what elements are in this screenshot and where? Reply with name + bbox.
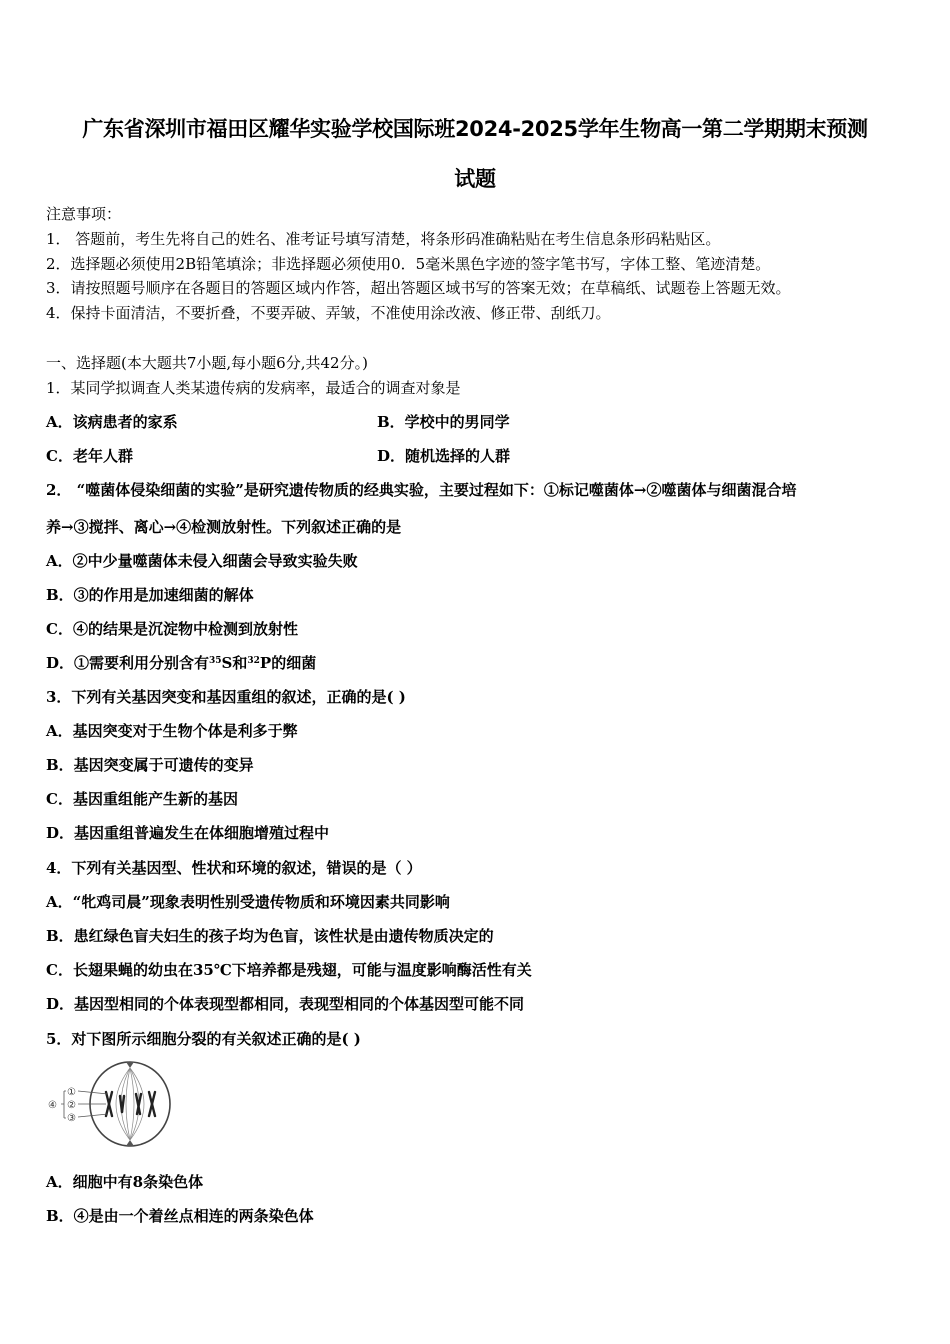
section-heading: 一、选择题(本大题共7小题,每小题6分,共42分。) [46, 354, 368, 372]
question-5-option-a: A．细胞中有8条染色体 [46, 1173, 204, 1191]
question-3-option-b: B．基因突变属于可遗传的变异 [46, 756, 254, 774]
notice-item-4: 4．保持卡面清洁，不要折叠，不要弄破、弄皱，不准使用涂改液、修正带、刮纸刀。 [46, 304, 611, 322]
question-2-option-d [46, 652, 316, 673]
exam-title-line1: 广东省深圳市福田区耀华实验学校国际班2024-2025学年生物高一第二学期期末预测 [82, 117, 868, 141]
question-1-option-c: C．老年人群 [46, 447, 133, 465]
question-3-stem: 3．下列有关基因突变和基因重组的叙述，正确的是( ) [46, 688, 406, 706]
question-1-option-d: D．随机选择的人群 [377, 447, 511, 465]
question-3-option-a: A．基因突变对于生物个体是利多于弊 [46, 722, 298, 740]
sulfur-mass-number: 35 [209, 656, 222, 666]
question-4-option-d: D．基因型相同的个体表现型都相同，表现型相同的个体基因型可能不同 [46, 995, 525, 1013]
centriole-top [126, 1062, 134, 1068]
notice-item-2: 2．选择题必须使用2B铅笔填涂；非选择题必须使用0．5毫米黑色字迹的签字笔书写，字体工整、笔迹清楚。 [46, 255, 771, 273]
label-3: ③ [67, 1113, 76, 1124]
question-2-option-a: A．②中少量噬菌体未侵入细菌会导致实验失败 [46, 552, 358, 570]
question-2-option-c: C．④的结果是沉淀物中检测到放射性 [46, 620, 298, 638]
exam-title-line2: 试题 [454, 167, 496, 191]
label-4: ④ [48, 1100, 57, 1111]
question-1-option-b: B．学校中的男同学 [377, 413, 510, 431]
question-4-option-c: C．长翅果蝇的幼虫在35℃下培养都是残翅，可能与温度影响酶活性有关 [46, 961, 532, 979]
option-d-text-pre: D．①需要利用分别含有 [46, 654, 210, 672]
phosphorus-mass-number: 32 [247, 656, 260, 666]
label-1: ① [67, 1087, 76, 1098]
question-3-option-c: C．基因重组能产生新的基因 [46, 790, 238, 808]
notice-heading: 注意事项： [46, 205, 122, 223]
question-4-stem: 4．下列有关基因型、性状和环境的叙述，错误的是（ ） [46, 859, 422, 877]
label-2: ② [67, 1100, 76, 1111]
question-1-option-a: A．该病患者的家系 [46, 413, 178, 431]
question-2-stem-line1: 2． “噬菌体侵染细菌的实验”是研究遗传物质的经典实验，主要过程如下：①标记噬菌体→②噬菌体与细菌混合培 [46, 481, 797, 499]
question-5-stem: 5．对下图所示细胞分裂的有关叙述正确的是( ) [46, 1030, 361, 1048]
option-d-text-post: P的细菌 [259, 654, 317, 672]
option-d-text-mid: S和 [221, 654, 248, 672]
question-1-stem: 1．某同学拟调查人类某遗传病的发病率，最适合的调查对象是 [46, 379, 461, 397]
chromosomes [106, 1092, 155, 1116]
notice-item-1: 1． 答题前，考生先将自己的姓名、准考证号填写清楚，将条形码准确粘贴在考生信息条形码粘贴区。 [46, 230, 721, 248]
question-5-option-b: B．④是由一个着丝点相连的两条染色体 [46, 1207, 314, 1225]
cell-division-diagram [46, 1058, 172, 1150]
question-2-option-b: B．③的作用是加速细菌的解体 [46, 586, 254, 604]
question-3-option-d: D．基因重组普遍发生在体细胞增殖过程中 [46, 824, 330, 842]
question-2-stem-line2: 养→③搅拌、离心→④检测放射性。下列叙述正确的是 [46, 518, 402, 536]
question-4-option-b: B．患红绿色盲夫妇生的孩子均为色盲，该性状是由遗传物质决定的 [46, 927, 494, 945]
question-4-option-a: A．“牝鸡司晨”现象表明性别受遗传物质和环境因素共同影响 [46, 893, 450, 911]
notice-item-3: 3．请按照题号顺序在各题目的答题区域内作答，超出答题区域书写的答案无效；在草稿纸、试题卷上答题无效。 [46, 279, 791, 297]
diagram-labels [48, 1087, 76, 1124]
centriole-bottom [126, 1140, 134, 1146]
